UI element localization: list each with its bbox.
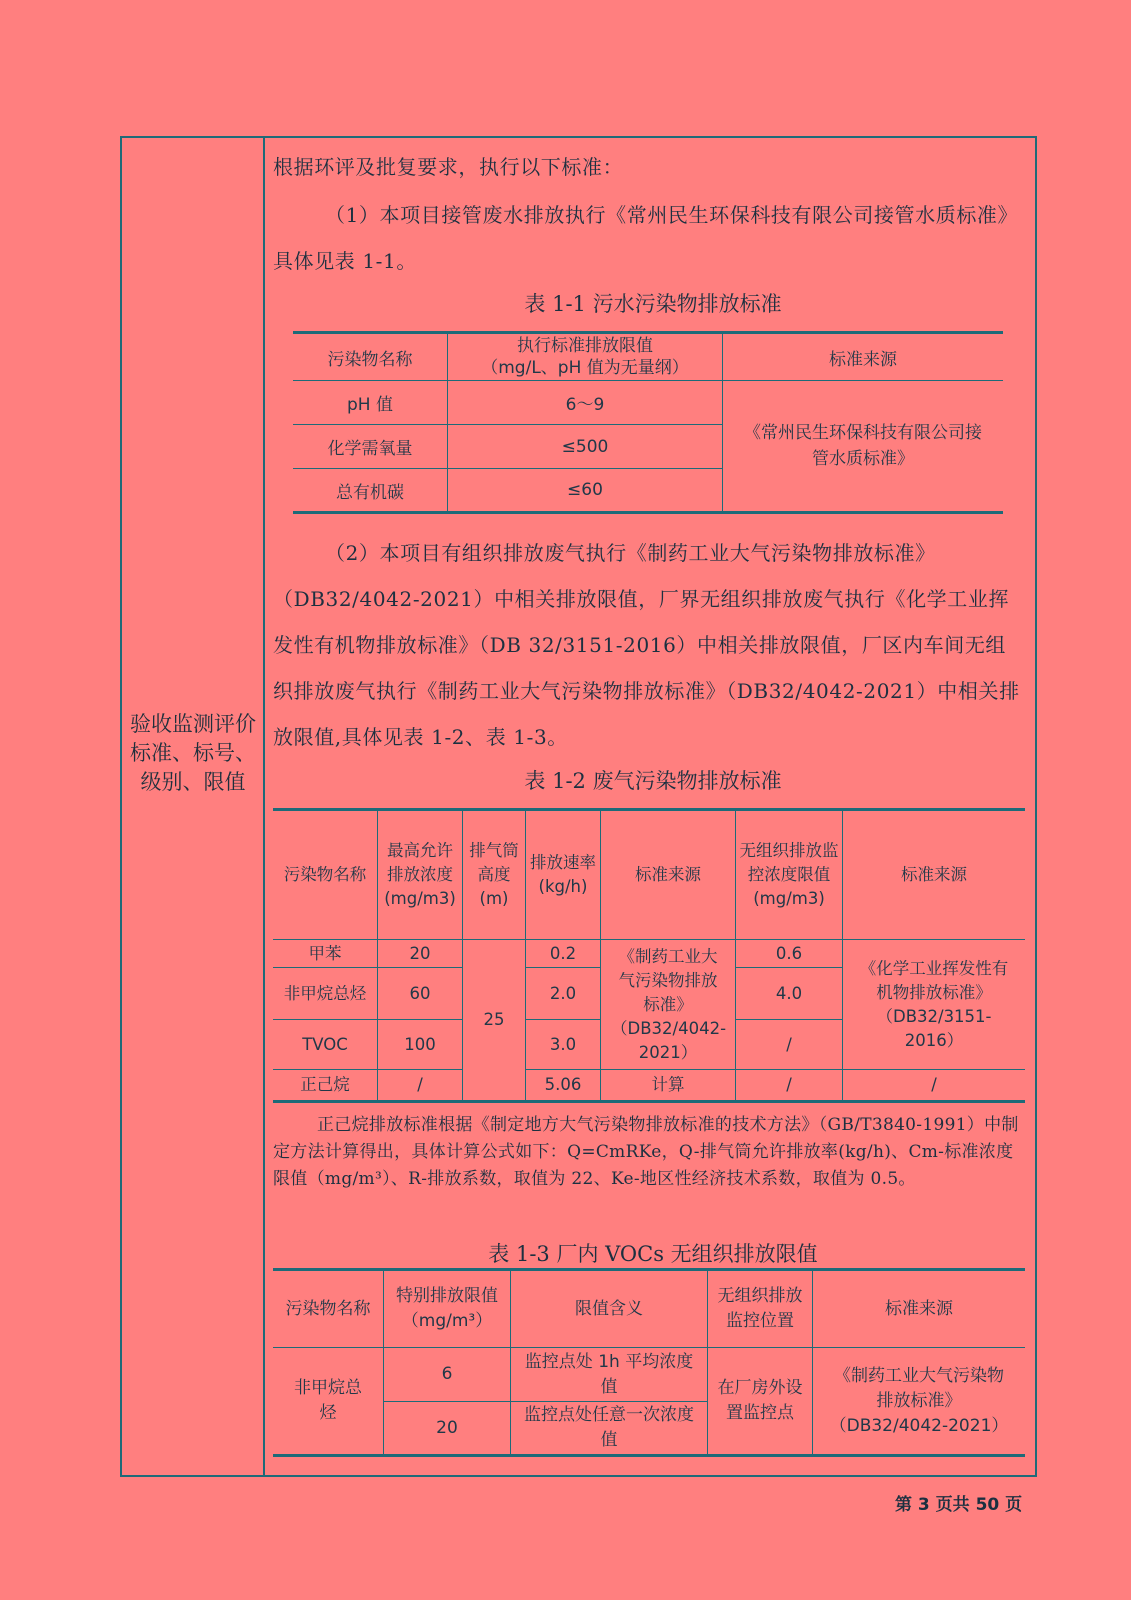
t1-row-value: ≤60 [448,469,723,513]
t1-header-limit-line2: （mg/L、pH 值为无量纲） [481,358,689,378]
t2-header: 污染物名称 [273,810,378,940]
t2-header: 排放速率(kg/h) [526,810,601,940]
t2-fugitive: / [736,1070,843,1102]
table3-caption: 表 1-3 厂内 VOCs 无组织排放限值 [488,1242,818,1266]
table2-caption: 表 1-2 废气污染物排放标准 [524,769,782,793]
t3-pollutant: 非甲烷总烃 [273,1348,384,1456]
t2-conc: 100 [378,1020,463,1070]
intro-text: 根据环评及批复要求，执行以下标准： [273,155,624,179]
t2-height: 25 [463,940,526,1102]
page-number: 第 3 页共 50 页 [895,1495,1023,1515]
t2-rate: 5.06 [526,1070,601,1102]
t3-limit: 6 [384,1348,511,1402]
t2-name: 非甲烷总烃 [273,968,378,1020]
t1-header-limit [448,333,723,381]
t2-fugitive: / [736,1020,843,1070]
voc-fugitive-table [273,1268,1025,1457]
t3-meaning: 监控点处任意一次浓度值 [511,1402,708,1456]
exhaust-standard-table [273,808,1025,1103]
t2-header: 标准来源 [843,810,1026,940]
calculation-note: 正己烷排放标准根据《制定地方大气污染物排放标准的技术方法》（GB/T3840-1991）中制定方法计算得出，具体计算公式如下：Q=CmRKe，Q-排气筒允许排放率(kg/h)、Cm-标准浓度限值（mg/m³）、R-排放系数，取值为 22、Ke-地区性经济技术系数，取值为 0.5。 [273,1115,1019,1189]
t2-header: 排气筒高度(m) [463,810,526,940]
t3-source: 《制药工业大气污染物排放标准》（DB32/4042-2021） [813,1348,1026,1456]
t2-source1: 《制药工业大气污染物排放标准》（DB32/4042-2021） [601,940,736,1070]
t1-header-limit-line1: 执行标准排放限值 [517,336,653,356]
t1-source: 《常州民生环保科技有限公司接管水质标准》 [723,381,1004,513]
t3-header: 限值含义 [511,1270,708,1348]
t3-limit: 20 [384,1402,511,1456]
t3-meaning: 监控点处 1h 平均浓度值 [511,1348,708,1402]
t2-rate: 3.0 [526,1020,601,1070]
t2-rate: 2.0 [526,968,601,1020]
t3-location: 在厂房外设置监控点 [708,1348,813,1456]
t2-source2: 《化学工业挥发性有机物排放标准》（DB32/3151-2016） [843,940,1026,1070]
t1-row-name: 总有机碳 [293,469,448,513]
row-label: 验收监测评价标准、标号、级别、限值 [130,712,256,794]
t3-header: 无组织排放监控位置 [708,1270,813,1348]
t2-header: 标准来源 [601,810,736,940]
t2-conc: 60 [378,968,463,1020]
t2-name: 甲苯 [273,940,378,968]
t2-header: 无组织排放监控浓度限值(mg/m3) [736,810,843,940]
t2-name: TVOC [273,1020,378,1070]
wastewater-standard-table [293,331,1003,514]
t2-fugitive: 4.0 [736,968,843,1020]
table1-caption: 表 1-1 污水污染物排放标准 [524,292,782,316]
left-column [122,138,265,1475]
t3-header: 特别排放限值（mg/m³） [384,1270,511,1348]
t1-row-value: ≤500 [448,425,723,469]
t2-conc: 20 [378,940,463,968]
t2-source2: / [843,1070,1026,1102]
t3-header: 标准来源 [813,1270,1026,1348]
t2-name: 正己烷 [273,1070,378,1102]
paragraph-1: （1）本项目接管废水排放执行《常州民生环保科技有限公司接管水质标准》具体见表 1-1。 [273,203,1019,273]
document-frame [120,136,1037,1477]
t3-header: 污染物名称 [273,1270,384,1348]
paragraph-2: （2）本项目有组织排放废气执行《制药工业大气污染物排放标准》（DB32/4042-2021）中相关排放限值，厂界无组织排放废气执行《化学工业挥发性有机物排放标准》（DB 32/3151-2016）中相关排放限值，厂区内车间无组织排放废气执行《制药工业大气污染物排放标准》（DB32/4042-2021）中相关排放限值,具体见表 1-2、表 1-3。 [273,541,1020,749]
t1-row-value: 6～9 [448,381,723,425]
t2-source1: 计算 [601,1070,736,1102]
t1-header-source: 标准来源 [723,333,1004,381]
t1-row-name: 化学需氧量 [293,425,448,469]
t2-conc: / [378,1070,463,1102]
t2-rate: 0.2 [526,940,601,968]
t2-header: 最高允许排放浓度(mg/m3) [378,810,463,940]
t1-header-pollutant: 污染物名称 [293,333,448,381]
t1-row-name: pH 值 [293,381,448,425]
t2-fugitive: 0.6 [736,940,843,968]
